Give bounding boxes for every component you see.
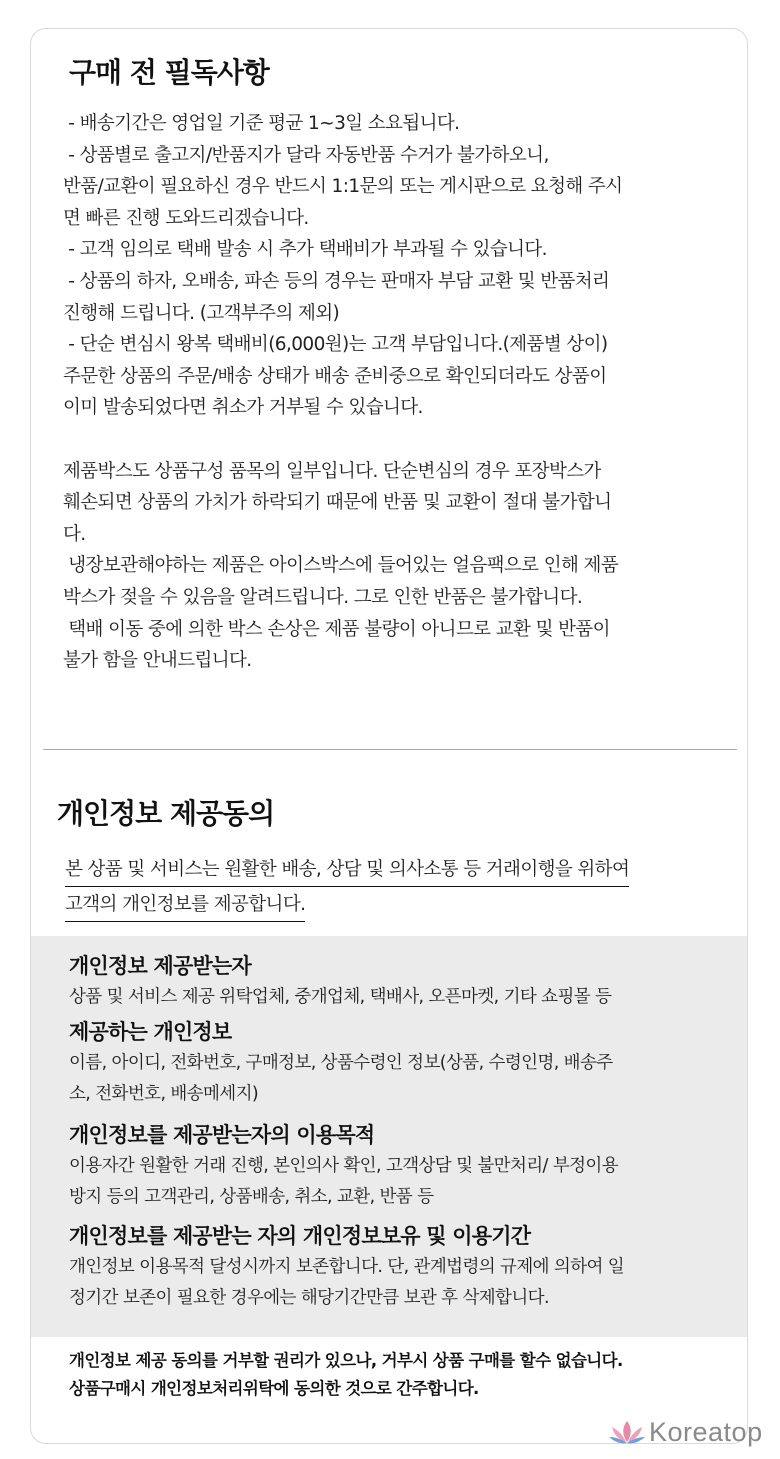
- notice-line: 불가 함을 안내드립니다.: [63, 650, 252, 672]
- lotus-icon: [607, 1417, 647, 1447]
- privacy-section-line: 정기간 보존이 필요한 경우에는 해당기간만큼 보관 후 삭제합니다.: [69, 1288, 549, 1308]
- privacy-footer-line: 개인정보 제공 동의를 거부할 권리가 있으나, 거부시 상품 구매를 할수 없습니다.: [69, 1351, 623, 1370]
- privacy-section-items: [69, 1016, 739, 1110]
- info-card: [30, 28, 748, 1444]
- privacy-section-line: 이용자간 원활한 거래 진행, 본인의사 확인, 고객상담 및 불만처리/ 부정이용: [69, 1156, 619, 1176]
- privacy-section-title: 개인정보를 제공받는자의 이용목적: [69, 1123, 375, 1147]
- privacy-section-title: 개인정보를 제공받는 자의 개인정보보유 및 이용기간: [69, 1224, 531, 1248]
- notice-line: 다.: [63, 523, 86, 545]
- notice-line: 면 빠른 진행 도와드리겠습니다.: [63, 207, 309, 229]
- notice-line: 박스가 젖을 수 있음을 알려드립니다. 그로 인한 반품은 불가합니다.: [63, 586, 583, 608]
- notice-line: 이미 발송되었다면 취소가 거부될 수 있습니다.: [63, 397, 423, 419]
- notice-line: - 고객 임의로 택배 발송 시 추가 택배비가 부과될 수 있습니다.: [63, 239, 547, 261]
- privacy-section-line: 상품 및 서비스 제공 위탁업체, 중개업체, 택배사, 오픈마켓, 기타 쇼핑몰 등: [69, 987, 612, 1007]
- notice-line: 진행해 드립니다. (고객부주의 제외): [63, 302, 340, 324]
- privacy-section-line: 이름, 아이디, 전화번호, 구매정보, 상품수령인 정보(상품, 수령인명, 배송주: [69, 1053, 613, 1073]
- notice-line: 제품박스도 상품구성 품목의 일부입니다. 단순변심의 경우 포장박스가: [63, 460, 601, 482]
- notice-line: - 단순 변심시 왕복 택배비(6,000원)는 고객 부담입니다.(제품별 상이): [63, 334, 608, 356]
- privacy-footer-line: 상품구매시 개인정보처리위탁에 동의한 것으로 간주합니다.: [69, 1379, 479, 1398]
- privacy-title: 개인정보 제공동의: [57, 797, 275, 830]
- privacy-intro-line: 고객의 개인정보를 제공합니다.: [65, 889, 305, 922]
- section-divider: [43, 749, 737, 750]
- notice-line: 냉장보관해야하는 제품은 아이스박스에 들어있는 얼음팩으로 인해 제품: [63, 555, 619, 577]
- privacy-intro: [65, 852, 745, 922]
- notice-blank-line: [63, 424, 743, 456]
- notice-title: 구매 전 필독사항: [69, 56, 269, 89]
- koreatop-watermark: [607, 1415, 763, 1449]
- privacy-section-title: 제공하는 개인정보: [69, 1020, 232, 1044]
- koreatop-logo-text: Koreatop: [649, 1416, 763, 1447]
- privacy-section-recipient: [69, 950, 739, 1013]
- notice-line: - 상품별로 출고지/반품지가 달라 자동반품 수거가 불가하오니,: [63, 144, 549, 166]
- privacy-footer-note: [69, 1347, 739, 1403]
- notice-line: 훼손되면 상품의 가치가 하락되기 때문에 반품 및 교환이 절대 불가합니: [63, 492, 612, 514]
- privacy-section-line: 방지 등의 고객관리, 상품배송, 취소, 교환, 반품 등: [69, 1187, 434, 1207]
- privacy-section-line: 소, 전화번호, 배송메세지): [69, 1084, 259, 1104]
- privacy-section-retention: [69, 1220, 739, 1314]
- notice-line: - 배송기간은 영업일 기준 평균 1~3일 소요됩니다.: [63, 113, 460, 134]
- privacy-intro-line: 본 상품 및 서비스는 원활한 배송, 상담 및 의사소통 등 거래이행을 위하여: [65, 854, 629, 887]
- notice-line: - 상품의 하자, 오배송, 파손 등의 경우는 판매자 부담 교환 및 반품처리: [63, 270, 610, 292]
- notice-body: [63, 108, 743, 677]
- privacy-section-purpose: [69, 1119, 739, 1213]
- notice-line: 주문한 상품의 주문/배송 상태가 배송 준비중으로 확인되더라도 상품이: [63, 365, 607, 387]
- notice-line: 택배 이동 중에 의한 박스 손상은 제품 불량이 아니므로 교환 및 반품이: [63, 618, 610, 640]
- notice-line: 반품/교환이 필요하신 경우 반드시 1:1문의 또는 게시판으로 요청해 주시: [63, 176, 623, 198]
- privacy-section-line: 개인정보 이용목적 달성시까지 보존합니다. 단, 관계법령의 규제에 의하여 일: [69, 1257, 625, 1277]
- privacy-section-title: 개인정보 제공받는자: [69, 954, 251, 978]
